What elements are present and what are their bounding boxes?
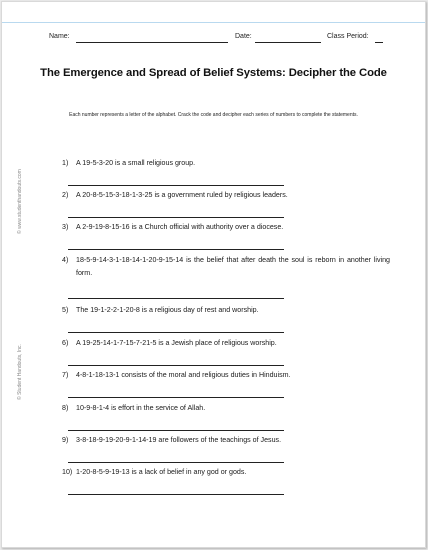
answer-line-2[interactable] xyxy=(68,217,284,218)
question-number: 4) xyxy=(62,256,69,264)
question-text: 18-5-9-14-3-1-18-14-1-20-9-15-14 is the belief that after death the soul is reborn in another living form. xyxy=(76,256,390,277)
header-row xyxy=(49,33,389,45)
question-text: 1-20-8-5-9-19-13 is a lack of belief in any god or gods. xyxy=(76,468,247,476)
answer-line-9[interactable] xyxy=(68,462,284,463)
question-4 xyxy=(62,254,390,280)
answer-line-5[interactable] xyxy=(68,332,284,333)
question-number: 1) xyxy=(62,159,69,167)
question-number: 3) xyxy=(62,223,69,231)
question-text: The 19-1-2-2-1-20-8 is a religious day of rest and worship. xyxy=(76,306,259,314)
side-url: © www.studenthandouts.com xyxy=(17,169,23,234)
answer-line-1[interactable] xyxy=(68,185,284,186)
question-text: 4-8-1-18-13-1 consists of the moral and religious duties in Hinduism. xyxy=(76,371,291,379)
question-number: 2) xyxy=(62,191,69,199)
answer-line-4[interactable] xyxy=(68,298,284,299)
answer-line-10[interactable] xyxy=(68,494,284,495)
question-number: 9) xyxy=(62,436,69,444)
date-label: Date: xyxy=(235,33,252,40)
question-number: 7) xyxy=(62,371,69,379)
question-number: 6) xyxy=(62,339,69,347)
top-rule xyxy=(2,22,425,23)
question-number: 8) xyxy=(62,404,69,412)
question-text: A 19-5-3-20 is a small religious group. xyxy=(76,159,196,167)
question-text: 10-9-8-1-4 is effort in the service of Allah. xyxy=(76,404,206,412)
worksheet-page xyxy=(1,1,426,548)
question-text: A 20-8-5-15-3-18-1-3-25 is a government ruled by religious leaders. xyxy=(76,191,288,199)
question-6 xyxy=(62,337,390,350)
answer-line-3[interactable] xyxy=(68,249,284,250)
question-text: A 2-9-19-8-15-16 is a Church official with authority over a diocese. xyxy=(76,223,284,231)
question-number: 10) xyxy=(62,468,73,476)
instructions: Each number represents a letter of the alphabet. Crack the code and decipher each series of numbers to complete the statements. xyxy=(69,112,358,118)
answer-line-8[interactable] xyxy=(68,430,284,431)
name-label: Name: xyxy=(49,33,70,40)
question-3 xyxy=(62,221,390,234)
question-5 xyxy=(62,304,390,317)
date-field[interactable] xyxy=(255,42,321,43)
class-period-label: Class Period: xyxy=(327,33,369,40)
name-field[interactable] xyxy=(76,42,228,43)
question-text: A 19-25-14-1-7-15-7-21-5 is a Jewish place of religious worship. xyxy=(76,339,277,347)
question-7 xyxy=(62,369,390,382)
answer-line-6[interactable] xyxy=(68,365,284,366)
question-8 xyxy=(62,402,390,415)
question-1 xyxy=(62,157,390,170)
question-10 xyxy=(62,466,390,479)
side-copyright: © Student Handouts, Inc. xyxy=(17,344,23,400)
class-period-field[interactable] xyxy=(375,42,383,43)
question-number: 5) xyxy=(62,306,69,314)
question-9 xyxy=(62,434,390,447)
question-2 xyxy=(62,189,390,202)
answer-line-7[interactable] xyxy=(68,397,284,398)
page-title: The Emergence and Spread of Belief Systems: Decipher the Code xyxy=(40,67,387,79)
question-text: 3-8-18-9-19-20-9-1-14-19 are followers of the teachings of Jesus. xyxy=(76,436,282,444)
